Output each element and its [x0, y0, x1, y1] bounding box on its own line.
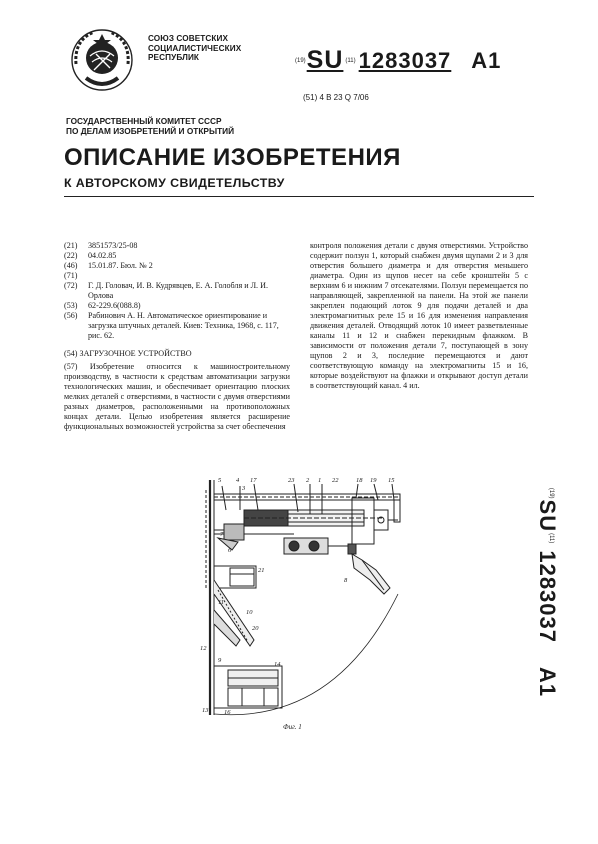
drawing-label: 13 [202, 707, 209, 714]
biblio-code: (22) [64, 251, 78, 260]
drawing-label: 23 [288, 477, 295, 484]
section-code: (54) [64, 349, 78, 358]
drawing-label: 21 [258, 567, 265, 574]
abstract-right: контроля положения детали с двумя отверстиями. Устройство содержит ползун 1, который снабжен двумя щупами 2 и 3 для отверстия большего диаметра и для отверстия меньшего диаметра. Один из щупов несет на себе кронштейн 5 с верхним 6 и нижним 7 отсекателями. Ползун перемещается по направляющей, закрепленной на панели. На этой же панели закреплен подающий лоток 9 для подачи деталей и два электромагнитных реле 15 и 16 для изменения направления движения деталей. Отводящий лоток 10 имеет разветвленные каналы 11 и 12 и снабжен перекидным флажком. В зависимости от положения детали 7, поступающей в зону щупов 2 и 3, последние перемещаются и дают соответствующую команду на электромагниты 15 и 16, которые воздействуют на флажки и открывают доступ детали в соответствующий канал. 4 ил. [310, 241, 528, 390]
side-country-code: SU [535, 499, 560, 533]
drawing-label: 22 [332, 477, 339, 484]
drawing-label: 6 [228, 547, 232, 554]
document-subtitle: К АВТОРСКОМУ СВИДЕТЕЛЬСТВУ [64, 176, 285, 190]
biblio-code: (72) [64, 281, 78, 290]
header-divider [64, 196, 534, 197]
biblio-code: (71) [64, 271, 78, 280]
biblio-code: (53) [64, 301, 78, 310]
country-code: SU [306, 46, 344, 74]
biblio-text: 62-229.6(088.8) [88, 301, 141, 310]
biblio-text: 04.02.85 [88, 251, 117, 260]
drawing-label: 12 [200, 645, 207, 652]
side-kind-code: A1 [535, 667, 560, 698]
side-publication-number [532, 447, 562, 737]
drawing-label: 2 [306, 477, 310, 484]
bibliographic-data [64, 241, 290, 341]
biblio-row [64, 261, 290, 271]
committee-block [66, 116, 234, 136]
biblio-row [64, 241, 290, 251]
drawing-label: 9 [218, 657, 222, 664]
biblio-row [64, 301, 290, 311]
biblio-text: Г. Д. Головач, И. В. Кудрявцев, Е. А. Голобля и Л. И. Орлова [88, 281, 268, 300]
biblio-text: 15.01.87. Бюл. № 2 [88, 261, 153, 270]
biblio-text: 3851573/25-08 [88, 241, 138, 250]
code-19: (19) [295, 58, 306, 64]
drawing-label: 16 [224, 709, 231, 716]
document-title: ОПИСАНИЕ ИЗОБРЕТЕНИЯ [64, 144, 401, 171]
invention-title: ЗАГРУЗОЧНОЕ УСТРОЙСТВО [79, 349, 192, 358]
biblio-code: (56) [64, 311, 78, 320]
drawing-label: 19 [370, 477, 377, 484]
biblio-text [88, 271, 290, 281]
state-name-block [148, 34, 241, 63]
state-line: СОЦИАЛИСТИЧЕСКИХ [148, 43, 242, 53]
drawing-label: 7 [220, 531, 224, 538]
side-patent-number: 1283037 [535, 550, 560, 643]
kind-code: A1 [471, 48, 502, 73]
drawing-label: 11 [218, 599, 225, 606]
section-code: (57) [64, 362, 78, 371]
abstract-left [64, 362, 290, 432]
drawing-label: 1 [318, 477, 322, 484]
figure-caption: Фиг. 1 [283, 723, 302, 731]
state-emblem-icon [64, 20, 140, 96]
patent-number: 1283037 [358, 48, 452, 73]
biblio-row [64, 251, 290, 261]
publication-number [295, 46, 501, 76]
biblio-code: (21) [64, 241, 78, 250]
code-11: (11) [345, 58, 356, 64]
drawing-label: 20 [252, 625, 259, 632]
drawing-label: 15 [388, 477, 395, 484]
drawing-label: 3 [242, 485, 246, 492]
state-line: СОЮЗ СОВЕТСКИХ [148, 34, 229, 43]
biblio-row [64, 281, 290, 301]
biblio-row [64, 311, 290, 341]
invention-title-section [64, 349, 290, 359]
drawing-label: 4 [236, 477, 240, 484]
drawing-label: 14 [274, 661, 281, 668]
biblio-code: (46) [64, 261, 78, 270]
drawing-label: 8 [344, 577, 348, 584]
side-code-19: (19) [548, 487, 554, 499]
technical-drawing [184, 470, 420, 730]
state-line: РЕСПУБЛИК [148, 53, 200, 63]
side-code-11: (11) [548, 533, 554, 544]
drawing-label: 5 [218, 477, 222, 484]
drawing-label: 17 [250, 477, 257, 484]
committee-line: ПО ДЕЛАМ ИЗОБРЕТЕНИЙ И ОТКРЫТИЙ [66, 126, 235, 136]
committee-line: ГОСУДАРСТВЕННЫЙ КОМИТЕТ СССР [66, 116, 222, 126]
drawing-label: 18 [356, 477, 363, 484]
abstract-text: Изобретение относится к машиностроительному производству, в частности к средствам автоматизации загрузки технологических машин, и обеспечивает ориентацию плоских мелких деталей с отверстиями, в частности с двумя отверстиями разных диаметров, расположенными на противоположных концах детали. Целью изобретения является расширение функциональных возможностей устройства за счет обеспечения [64, 362, 290, 431]
ipc-class: (51) 4 B 23 Q 7/06 [303, 93, 369, 102]
biblio-text: Рабинович А. Н. Автоматическое ориентирование и загрузка штучных деталей. Киев: Техника, 1968, с. 117, рис. 62. [88, 311, 279, 340]
drawing-label: 10 [246, 609, 253, 616]
biblio-row [64, 271, 290, 281]
